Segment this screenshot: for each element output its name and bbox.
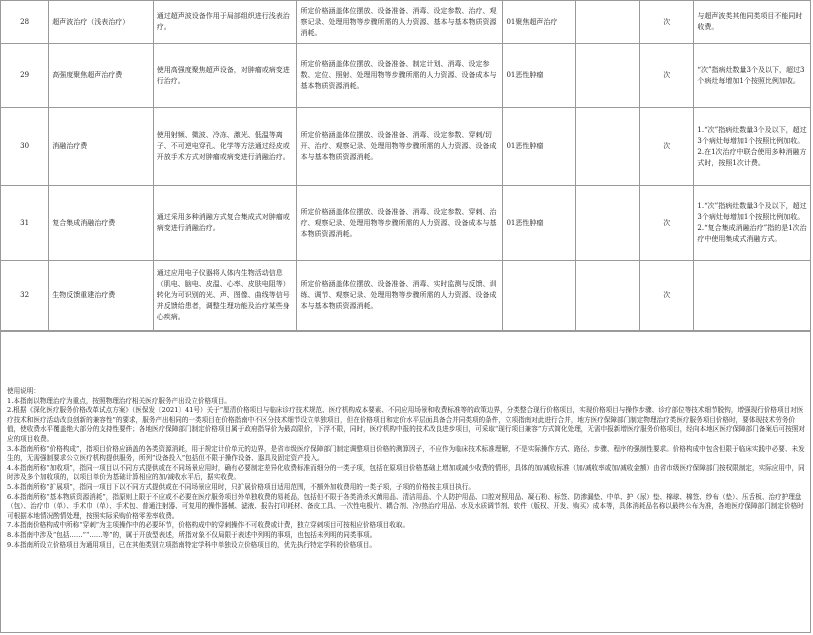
table-row [1, 108, 811, 186]
item-number: 29 [1, 44, 49, 108]
item-number: 32 [1, 261, 49, 331]
billing-unit: 次 [640, 186, 694, 261]
extension-item [575, 186, 639, 261]
note-item: 1.本指南以物理治疗为重点，按照物理治疗相关医疗服务产出设立价格项目。 [7, 396, 231, 405]
note-item: 3.本指南所称“价格构成”，指项目价格应涵盖的各类资源消耗，用于规定计价单元的边界，是省市级医疗保障部门制定调整项目价格的测算因子，不应作为临床技术标准理解，不是实际操作方式、路径、步骤、程序的强制性要求。价格构成中包含但限于临床实践中必要、未发生的，无需强制要求公立医疗机构提供服务，所列“设备投入”包括但不限于操作设备、器具及固定资产投入。 [7, 444, 805, 463]
item-name: 生物反馈重建治疗费 [49, 261, 154, 331]
price-composition: 所定价格涵盖体位摆放、设备准备、消毒、设定参数、治疗、观察记录、处理用物等步骤所需的人力资源、基本与基本物质资源消耗。 [297, 1, 503, 44]
item-remarks: 1.“次”指病灶数量3个及以下，超过3个病灶每增加1个按照比例加收。2.在1次治疗中联合使用多种消融方式时，按照1次计费。 [694, 108, 811, 186]
item-name: 消融治疗费 [49, 108, 154, 186]
additional-item: 01恶性肿瘤 [503, 44, 575, 108]
service-connotation: 通过应用电子仪器将人体内生物活动信息（肌电、脑电、皮温、心率、皮肤电阻等）转化为可识别的光、声、图像、曲线等信号并反馈给患者，调整生理功能及治疗某些身心疾病。 [153, 261, 297, 331]
note-item: 7.本指南价格构成中所称“穿刺”为主项操作中的必要环节，价格构成中的穿刺操作不可收费或计费，独立穿刺项目可按相应价格项目收取。 [7, 521, 410, 530]
additional-item: 01恶性肿瘤 [503, 108, 575, 186]
table-row [1, 186, 811, 261]
note-item: 6.本指南所称“基本物质资源消耗”，指原则上限于不应或不必要在医疗服务项目外单独收费的易耗品，包括但不限于各类消杀灭菌用品、清洁用品、个人防护用品、口腔对照用品、凝石粉、标签、防渗漏垫、中单、护（尿）垫、棉球、棉签、纱布（垫）、压舌板、治疗护理盘（包）、治疗巾（单）、手术巾（单）、手术包、普通注射器、可复用的操作器械、滤液、报告打印耗材、备皮工具、一次性电极片、耦合剂、冷/热治疗用品、水及水质调节剂、软件（版权、开发、购买）成本等，具体消耗品名称以最终公布为准，各地医疗保障部门制定价格时可根据本地情况酌情处理，按照实际采购价格零差率收费。 [7, 492, 804, 520]
item-remarks [694, 261, 811, 331]
item-remarks: 与超声波类其他同类项目不能同时收费。 [694, 1, 811, 44]
usage-notes-title: 使用说明： [7, 387, 40, 395]
item-name: 超声波治疗（浅表治疗） [49, 1, 154, 44]
note-item: 2.根据《深化医疗服务价格改革试点方案》（医保发〔2021〕41号）关于“厘清价格项目与临床诊疗技术规范、医疗机构成本要素、不同应用场景和收费标准等的政策边界，分类整合现行价格项目，实现价格项目与操作步骤、诊疗部位等技术细节脱钩，增强现行价格项目对医疗技术和医疗活动改良创新的兼容性”的要求，服务产出相同的一类项目在价格指南中不区分技术细节设立单独项目，但在价格项目和定价水平层面具备合并同类项的条件，立项指南对此进行合并，地方医疗保障部门制定物理治疗类医疗服务项目价格时，要体现技术劳务价值，使收费水平覆盖绝大部分的支持性要件；各地医疗保障部门制定价格项目属于政府指导价为最高限价，下浮不限，同时，医疗机构中报的技术改良进步项目，可采取“现行项目兼容”方式简化处理，无需申报新增医疗服务价格项目，经向本地区医疗保障部门备案后可按照对应的项目收费。 [7, 406, 805, 443]
extension-item [575, 108, 639, 186]
additional-item [503, 261, 575, 331]
table-row [1, 44, 811, 108]
service-connotation: 使用高强度聚焦超声设备，对肿瘤或病变进行治疗。 [153, 44, 297, 108]
price-composition: 所定价格涵盖体位摆放、设备准备、消毒、实时监测与反馈、训练、调节、观察记录、处理用物等步骤所需的人力资源、设备成本与基本物质资源消耗。 [297, 261, 503, 331]
table-row [1, 1, 811, 44]
note-item: 9.本指南所设立价格项目为通用项目，已在其他类别立项指南特定学科中单独设立价格项目的，优先执行特定学科的价格项目。 [7, 540, 376, 549]
note-item: 4.本指南所称“加收项”，指同一项目以不同方式提供或在不同场景应用时，确有必要制定差异化收费标准而细分的一类子项，包括在原项目价格基础上增加或减少收费的情形，具体的加/减收标准（加/减收率或加/减收金额）由省市级医疗保障部门按权限制定，实际应用中，同时涉及多个加收项的，以项目单价为基础计算相应的加/减收水平后，据实收费。 [7, 463, 805, 482]
item-number: 28 [1, 1, 49, 44]
billing-unit: 次 [640, 1, 694, 44]
billing-unit: 次 [640, 108, 694, 186]
price-composition: 所定价格涵盖体位摆放、设备准备、消毒、设定参数、穿刺/切开、治疗、观察记录、处理用物等步骤所需的人力资源、设备成本与基本物质资源消耗。 [297, 108, 503, 186]
additional-item: 01聚焦超声治疗 [503, 1, 575, 44]
item-name: 复合集成消融治疗费 [49, 186, 154, 261]
price-composition: 所定价格涵盖体位摆放、设备准备、消毒、设定参数、穿刺、治疗、观察记录、处理用物等步骤所需的人力资源、设备成本与基本物质资源消耗。 [297, 186, 503, 261]
extension-item [575, 1, 639, 44]
billing-unit: 次 [640, 261, 694, 331]
note-item: 8.本指南中涉及“包括……”“……等”的，属于开放型表述，所指对象不仅局限于表述中列明的事项，也包括未列明的同类事项。 [7, 530, 377, 539]
service-connotation: 通过采用多种消融方式复合集成式对肿瘤或病变进行消融治疗。 [153, 186, 297, 261]
additional-item: 01恶性肿瘤 [503, 186, 575, 261]
item-number: 31 [1, 186, 49, 261]
usage-notes-cell [0, 331, 811, 633]
billing-unit: 次 [640, 44, 694, 108]
item-remarks: 1.“次”指病灶数量3个及以下，超过3个病灶每增加1个按照比例加收。2.“复合集成消融治疗”指的是1次治疗中使用集成式消融方式。 [694, 186, 811, 261]
price-composition: 所定价格涵盖体位摆放、设备准备、制定计划、消毒、设定参数、定位、照射、处理用物等步骤所需的人力资源、设备成本与基本物质资源消耗。 [297, 44, 503, 108]
item-number: 30 [1, 108, 49, 186]
table-row [1, 261, 811, 331]
service-connotation: 使用射频、微波、冷冻、激光、低温等离子、不可逆电穿孔、化学等方法通过经皮或开放手术方式对肿瘤或病变进行消融治疗。 [153, 108, 297, 186]
extension-item [575, 44, 639, 108]
usage-notes [7, 387, 805, 550]
extension-item [575, 261, 639, 331]
item-remarks: “次”指病灶数量3个及以下，超过3个病灶每增加1个按照比例加收。 [694, 44, 811, 108]
note-item: 5.本指南所称“扩展项”，指同一项目下以不同方式提供或在不同场景应用时，只扩展价格项目适用范围，不额外加收费用的一类子项，子项的价格按主项目执行。 [7, 482, 475, 491]
item-name: 高强度聚焦超声治疗费 [49, 44, 154, 108]
service-connotation: 通过超声波设备作用于局部组织进行浅表治疗。 [153, 1, 297, 44]
